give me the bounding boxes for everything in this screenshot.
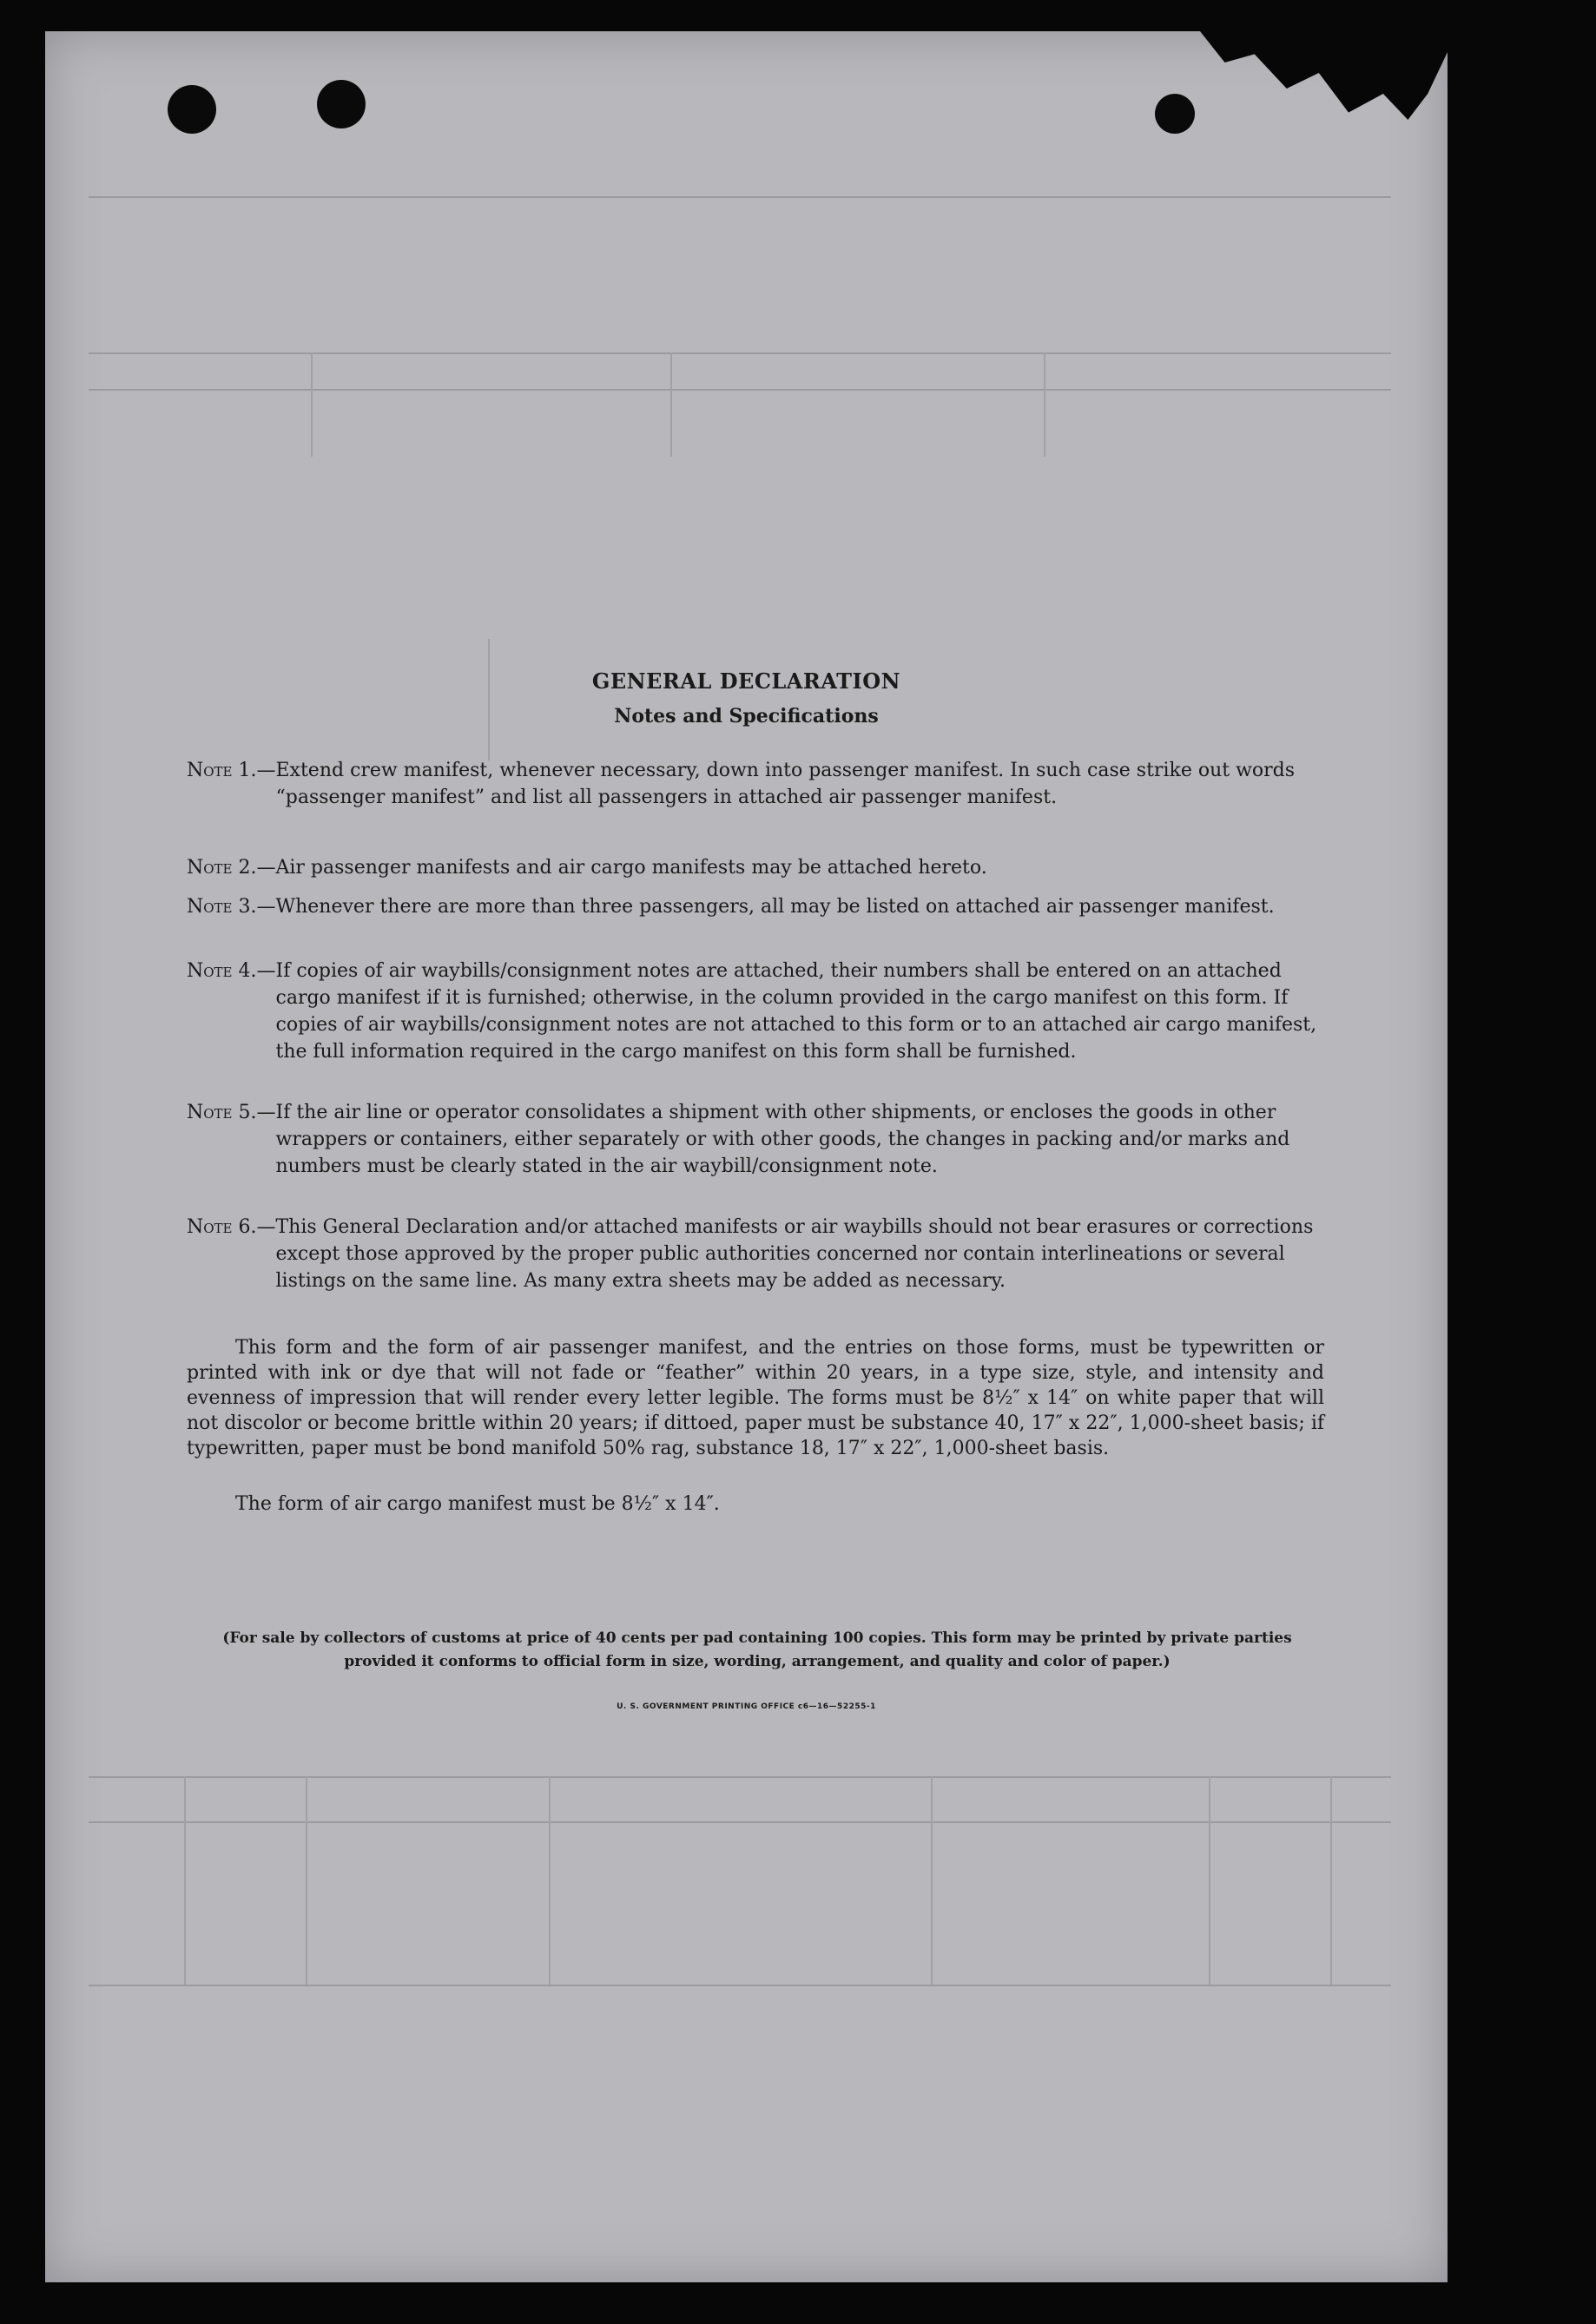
note-2: Note 2. — Air passenger manifests and air cargo manifests may be attached hereto. xyxy=(187,854,1324,881)
note-4: Note 4. — If copies of air waybills/consignment notes are attached, their numbers shall be entered on an attached cargo manifest if it is furnished; otherwise, in the column provided in the cargo manifest on this form. If copies of air waybills/consignment notes are not attached to this form or to an attached air cargo manifest, the full information required in the cargo manifest on this form shall be furnished. xyxy=(187,958,1324,1065)
note-3: Note 3. — Whenever there are more than three passengers, all may be listed on attached air passenger manifest. xyxy=(187,893,1324,920)
note-label: Note 3. xyxy=(187,896,257,918)
specification-paragraph xyxy=(187,1335,1324,1461)
note-text: Extend crew manifest, whenever necessary, down into passenger manifest. In such case strike out words “passenger manifest” and list all passengers in attached air passenger manifest. xyxy=(275,760,1296,808)
page-subtitle: Notes and Specifications xyxy=(614,705,879,727)
note-label: Note 2. xyxy=(187,857,257,879)
note-label: Note 5. xyxy=(187,1102,257,1123)
printer-imprint: U. S. GOVERNMENT PRINTING OFFICE c6—16—52255-1 xyxy=(617,1702,876,1711)
note-label: Note 4. xyxy=(187,960,257,982)
cargo-size-text: The form of air cargo manifest must be 8½″ x 14″. xyxy=(235,1493,720,1515)
note-5: Note 5. — If the air line or operator consolidates a shipment with other shipments, or encloses the goods in other wrappers or containers, either separately or with other goods, the changes in packing and/or marks and numbers must be clearly stated in the air waybill/consignment note. xyxy=(187,1099,1324,1180)
specification-text: This form and the form of air passenger manifest, and the entries on those forms, must be typewritten or printed with ink or dye that will not fade or “feather” within 20 years, in a type size, style, and intensity and evenness of impression that will render every letter legible. The forms must be 8½″ x 14″ on white paper that will not discolor or become brittle within 20 years; if dittoed, paper must be substance 40, 17″ x 22″, 1,000-sheet basis; if typewritten, paper must be bond manifold 50% rag, substance 18, 17″ x 22″, 1,000-sheet basis. xyxy=(187,1337,1324,1459)
note-6: Note 6. — This General Declaration and/or attached manifests or air waybills should not bear erasures or corrections except those approved by the proper public authorities concerned nor contain interlineations or several listings on the same line. As many extra sheets may be added as necessary. xyxy=(187,1214,1324,1294)
note-text: If the air line or operator consolidates a shipment with other shipments, or encloses the goods in other wrappers or containers, either separately or with other goods, the changes in packing and/or marks and numbers must be clearly stated in the air waybill/consignment note. xyxy=(275,1102,1290,1177)
note-text: Air passenger manifests and air cargo manifests may be attached hereto. xyxy=(275,857,987,879)
note-text: Whenever there are more than three passengers, all may be listed on attached air passenger manifest. xyxy=(275,896,1275,918)
document-sheet xyxy=(45,31,1448,2282)
note-label: Note 1. xyxy=(187,760,257,781)
declaration-notes xyxy=(45,31,1448,2282)
note-1: Note 1. — Extend crew manifest, whenever necessary, down into passenger manifest. In such case strike out words “passenger manifest” and list all passengers in attached air passenger manifest. xyxy=(187,757,1324,811)
page-title: GENERAL DECLARATION xyxy=(591,668,901,694)
note-text: This General Declaration and/or attached manifests or air waybills should not bear erasures or corrections except those approved by the proper public authorities concerned nor contain interlineations or several listings on the same line. As many extra sheets may be added as necessary. xyxy=(275,1216,1314,1292)
note-label: Note 6. xyxy=(187,1216,257,1238)
note-text: If copies of air waybills/consignment notes are attached, their numbers shall be entered on an attached cargo manifest if it is furnished; otherwise, in the column provided in the cargo manifest on this form. If copies of air waybills/consignment notes are not attached to this form or to an attached air cargo manifest, the full information required in the cargo manifest on this form shall be furnished. xyxy=(275,960,1317,1063)
sale-notice: (For sale by collectors of customs at price of 40 cents per pad containing 100 copies. This form may be printed by private parties provided it conforms to official form in size, wording, arrangement, and quality and color of paper.) xyxy=(222,1629,1292,1670)
